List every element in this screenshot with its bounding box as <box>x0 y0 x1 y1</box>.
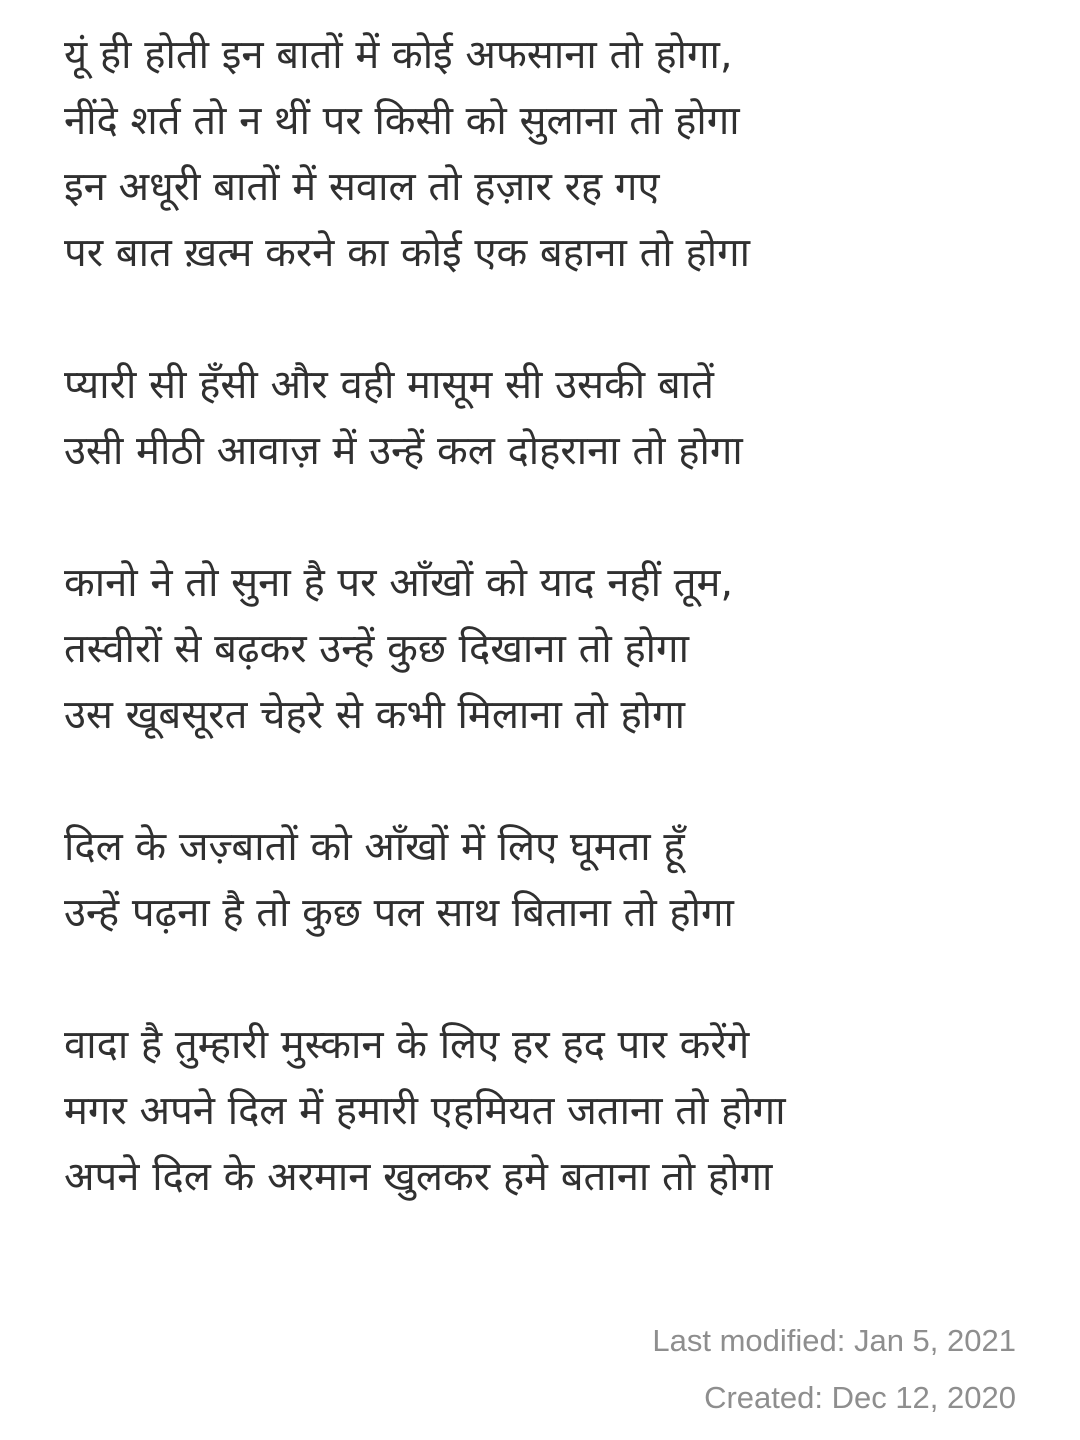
created-date: Created: Dec 12, 2020 <box>704 1380 1016 1415</box>
poem-line: अपने दिल के अरमान खुलकर हमे बताना तो होगा <box>64 1154 773 1200</box>
poem-line: नींदे शर्त तो न थीं पर किसी को सुलाना तो होगा <box>64 98 740 144</box>
poem-line: उन्हें पढ़ना है तो कुछ पल साथ बिताना तो होगा <box>64 890 734 936</box>
poem-line: तस्वीरों से बढ़कर उन्हें कुछ दिखाना तो होगा <box>64 626 689 672</box>
poem-line: कानो ने तो सुना है पर आँखों को याद नहीं तूम, <box>64 560 734 606</box>
poem-line: यूं ही होती इन बातों में कोई अफसाना तो होगा, <box>64 32 733 78</box>
poem-line: वादा है तुम्हारी मुस्कान के लिए हर हद पार करेंगे <box>64 1022 750 1068</box>
poem-line: दिल के जज़्बातों को आँखों में लिए घूमता हूँ <box>64 824 685 870</box>
poem-line: इन अधूरी बातों में सवाल तो हज़ार रह गए <box>64 164 660 210</box>
stanza <box>64 814 1024 946</box>
poem-line: पर बात ख़त्म करने का कोई एक बहाना तो होगा <box>64 230 750 276</box>
note-metadata <box>652 1312 1016 1426</box>
poem-line: मगर अपने दिल में हमारी एहमियत जताना तो होगा <box>64 1088 786 1134</box>
last-modified-date: Last modified: Jan 5, 2021 <box>652 1323 1016 1358</box>
stanza <box>64 22 1024 286</box>
poem-line: प्यारी सी हँसी और वही मासूम सी उसकी बातें <box>64 362 714 408</box>
note-body[interactable] <box>64 22 1024 1276</box>
stanza <box>64 550 1024 748</box>
poem-line: उस खूबसूरत चेहरे से कभी मिलाना तो होगा <box>64 692 685 738</box>
stanza <box>64 352 1024 484</box>
poem-line: उसी मीठी आवाज़ में उन्हें कल दोहराना तो होगा <box>64 428 743 474</box>
stanza <box>64 1012 1024 1210</box>
